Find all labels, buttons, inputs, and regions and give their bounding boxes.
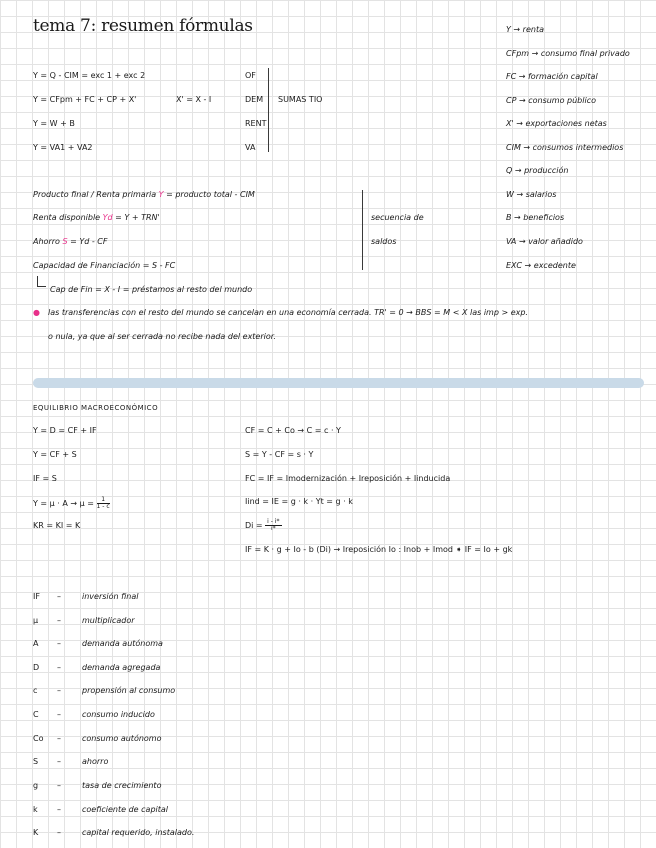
eq-right: FC = IF = Imodernización + Ireposición + Iinducida <box>245 474 451 483</box>
highlight-symbol: Yd <box>102 213 113 222</box>
legend-item: Y → renta <box>506 25 544 34</box>
glossary-desc: capital requerido, instalado. <box>82 828 195 837</box>
glossary-symbol: A <box>33 639 39 648</box>
glossary-dash: – <box>57 710 61 719</box>
eq-right: Di = $\frac{i - i*}{i*}$ <box>245 518 280 532</box>
legend-item: FC → formación capital <box>506 72 598 81</box>
bracket-line <box>362 190 363 270</box>
highlight-symbol: Y <box>158 190 164 199</box>
glossary-desc: consumo inducido <box>82 710 155 719</box>
note-line: o nula, ya que al ser cerrada no recibe nada del exterior. <box>48 332 276 341</box>
page-title: tema 7: resumen fórmulas <box>33 16 253 36</box>
section-heading: EQUILIBRIO MACROECONÓMICO <box>33 404 159 412</box>
legend-item: Q → producción <box>506 166 569 175</box>
eq-left: Y = CF + S <box>33 450 77 459</box>
identity-formula: Y = VA1 + VA2 <box>33 143 93 152</box>
glossary-symbol: Co <box>33 734 44 743</box>
glossary-symbol: μ <box>33 616 39 625</box>
mu-fraction: $\frac{1}{1 - c}$ <box>96 496 110 510</box>
eq-right: IF = K · g + Io - b (Di) → Ireposición Io : Inob + Imod ➧ IF = Io + gk <box>245 545 513 554</box>
legend-item: B → beneficios <box>506 213 565 222</box>
section-divider <box>33 378 644 388</box>
glossary-symbol: g <box>33 781 39 790</box>
glossary-dash: – <box>57 616 61 625</box>
glossary-symbol: c <box>33 686 38 695</box>
identity-code: VA <box>245 143 256 152</box>
eq-left: IF = S <box>33 474 57 483</box>
glossary-desc: demanda autónoma <box>82 639 163 648</box>
legend-item: CP → consumo público <box>506 96 596 105</box>
glossary-symbol: S <box>33 757 39 766</box>
legend-item: W → salarios <box>506 190 557 199</box>
savings-row: Capacidad de Financiación = S - FC <box>33 261 176 270</box>
glossary-symbol: k <box>33 805 38 814</box>
glossary-symbol: D <box>33 663 40 672</box>
legend-item: EXC → excedente <box>506 261 576 270</box>
glossary-desc: consumo autónomo <box>82 734 162 743</box>
savings-side-label: saldos <box>371 237 397 246</box>
identities-side-label: SUMAS TIO <box>278 95 323 104</box>
savings-row: Ahorro S = Yd - CF <box>33 237 108 246</box>
eq-left: Y = D = CF + IF <box>33 426 97 435</box>
glossary-symbol: C <box>33 710 39 719</box>
eq-left: Y = μ · A → μ = $\frac{1}{1 - c}$ <box>33 496 110 510</box>
identity-formula: Y = Q - CIM = exc 1 + exc 2 <box>33 71 146 80</box>
glossary-dash: – <box>57 757 61 766</box>
bracket-line <box>268 68 269 152</box>
eq-right: Iind = IE = g · k · Yt = g · k <box>245 497 353 506</box>
identity-formula: Y = W + B <box>33 119 75 128</box>
glossary-symbol: IF <box>33 592 40 601</box>
glossary-desc: demanda agregada <box>82 663 161 672</box>
identity-code: DEM <box>245 95 264 104</box>
glossary-desc: tasa de crecimiento <box>82 781 162 790</box>
corner-arrow-icon <box>37 276 46 287</box>
savings-side-label: secuencia de <box>371 213 424 222</box>
glossary-dash: – <box>57 805 61 814</box>
glossary-dash: – <box>57 663 61 672</box>
identity-extra: X' = X - I <box>176 95 212 104</box>
savings-row: Renta disponible Yd = Y + TRN' <box>33 213 160 222</box>
identity-code: RENT <box>245 119 267 128</box>
highlight-symbol: S <box>62 237 68 246</box>
eq-right: CF = C + Co → C = c · Y <box>245 426 341 435</box>
glossary-desc: coeficiente de capital <box>82 805 169 814</box>
glossary-desc: inversión final <box>82 592 139 601</box>
glossary-dash: – <box>57 639 61 648</box>
savings-row: Producto final / Renta primaria Y = producto total - CIM <box>33 190 255 199</box>
di-fraction: $\frac{i - i*}{i*}$ <box>267 518 280 532</box>
cap-fin-line: Cap de Fin = X - I = préstamos al resto del mundo <box>50 285 253 294</box>
note-line: las transferencias con el resto del mundo se cancelan en una economía cerrada. TR' = 0 → BBS = M < X las imp > exp. <box>48 308 528 317</box>
glossary-dash: – <box>57 734 61 743</box>
glossary-desc: ahorro <box>82 757 109 766</box>
eq-left: KR = KI = K <box>33 521 81 530</box>
glossary-dash: – <box>57 592 61 601</box>
glossary-dash: – <box>57 686 61 695</box>
legend-item: VA → valor añadido <box>506 237 583 246</box>
identity-formula: Y = CFpm + FC + CP + X' <box>33 95 137 104</box>
glossary-symbol: K <box>33 828 39 837</box>
legend-item: CIM → consumos intermedios <box>506 143 624 152</box>
glossary-dash: – <box>57 828 61 837</box>
legend-item: X' → exportaciones netas <box>506 119 607 128</box>
glossary-desc: propensión al consumo <box>82 686 176 695</box>
glossary-dash: – <box>57 781 61 790</box>
eq-right: S = Y - CF = s · Y <box>245 450 314 459</box>
legend-item: CFpm → consumo final privado <box>506 49 630 58</box>
identity-code: OF <box>245 71 256 80</box>
bullet-icon: ● <box>33 308 40 317</box>
glossary-desc: multiplicador <box>82 616 135 625</box>
